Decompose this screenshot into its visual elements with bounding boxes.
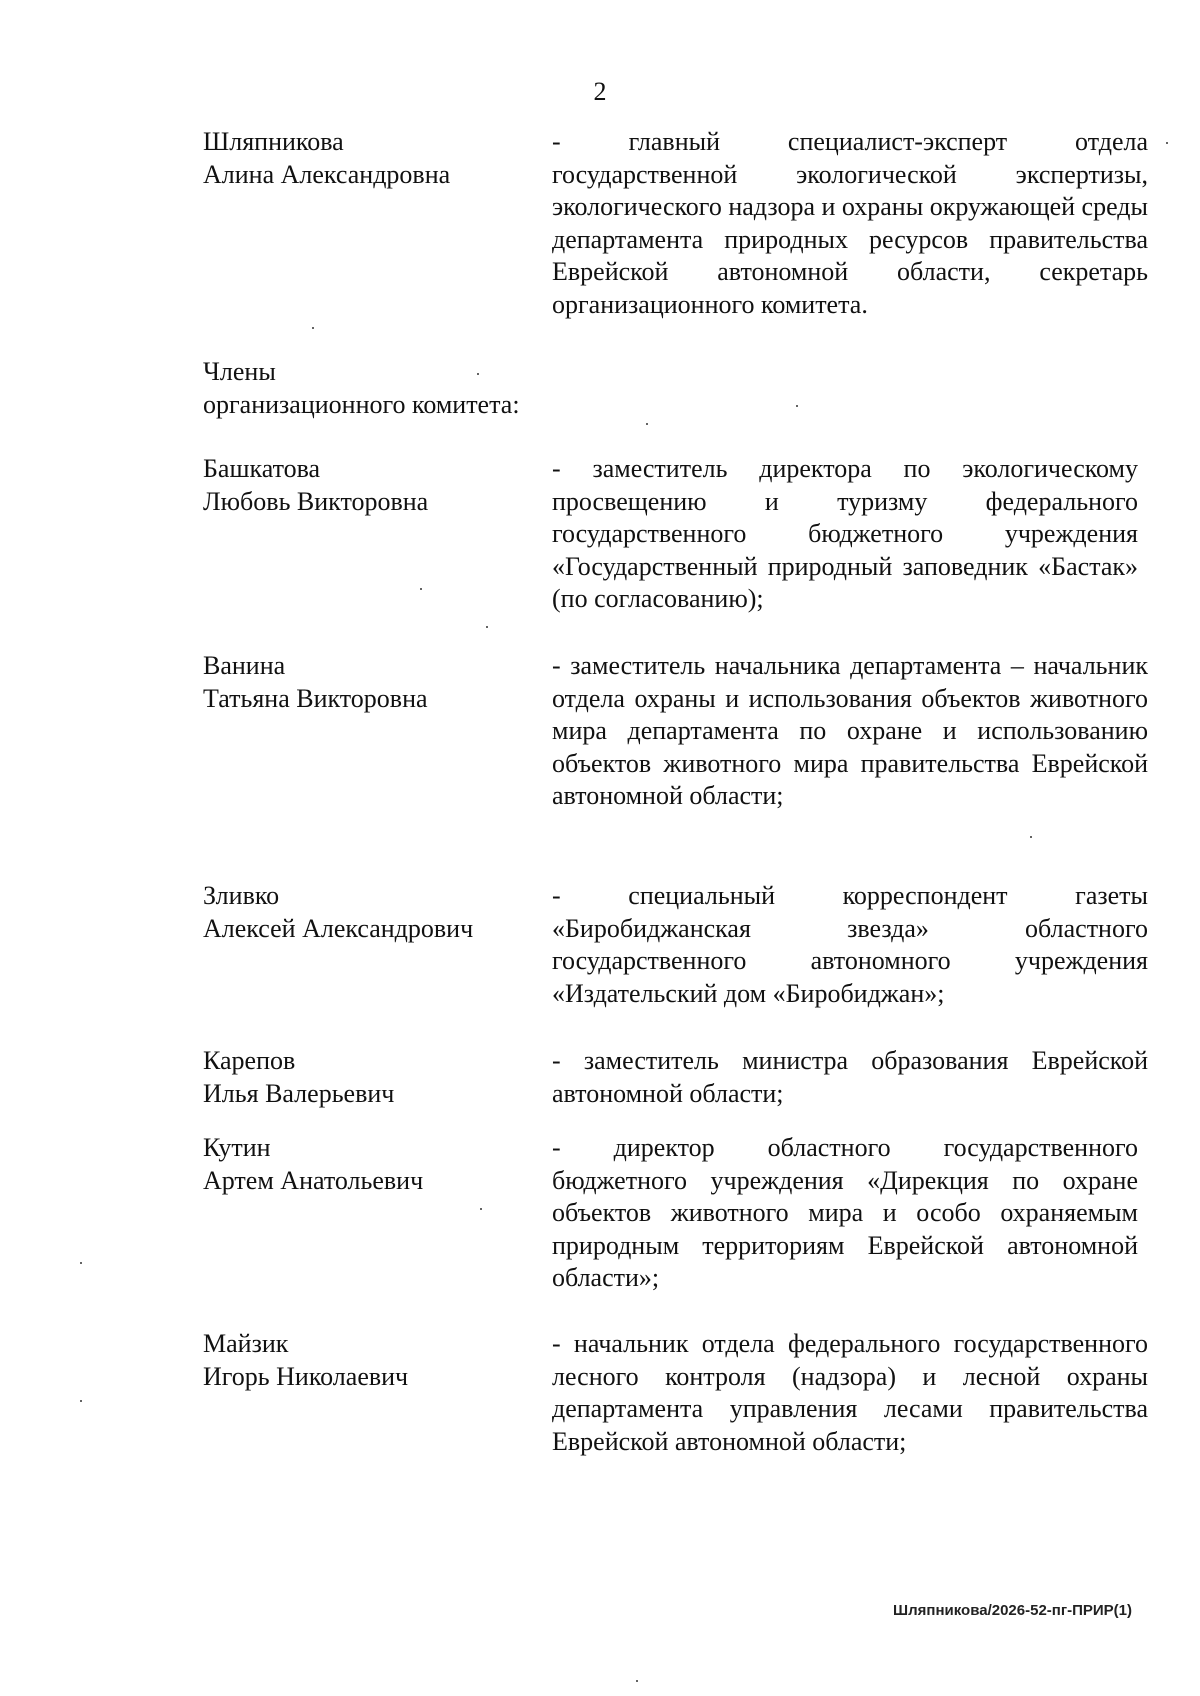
member-role: - специальный корреспондент газеты «Биробиджанская звезда» областного государственного автономного учреждения «Издательский дом «Биробиджан»;	[552, 881, 1148, 1008]
scan-speck	[486, 626, 488, 628]
scan-speck	[1030, 836, 1032, 838]
member-name	[203, 1132, 543, 1197]
scan-speck	[80, 1400, 82, 1402]
members-heading-line2: организационного комитета:	[203, 390, 520, 419]
member-name	[203, 453, 543, 518]
member-role: - заместитель директора по экологическому просвещению и туризму федерального государственного бюджетного учреждения «Государственный природный заповедник «Бастак» (по согласованию);	[552, 454, 1138, 613]
page-number: 2	[593, 77, 607, 106]
member-name	[203, 880, 543, 945]
scan-speck	[480, 1208, 482, 1210]
member-name	[203, 650, 543, 715]
member-role: - директор областного государственного бюджетного учреждения «Дирекция по охране объектов животного мира и особо охраняемым природным территориям Еврейской автономной области»;	[552, 1133, 1138, 1292]
member-name	[203, 1045, 543, 1110]
member-surname: Майзик	[203, 1329, 289, 1358]
document-code: Шляпникова/2026-52-пг-ПРИР(1)	[893, 1602, 1132, 1619]
scan-speck	[646, 423, 648, 425]
member-name	[203, 1328, 543, 1393]
scan-speck	[312, 327, 314, 329]
member-role: - начальник отдела федерального государственного лесного контроля (надзора) и лесной охраны департамента управления лесами правительства Еврейской автономной области;	[552, 1329, 1148, 1456]
member-surname: Ванина	[203, 651, 286, 680]
member-given-names: Татьяна Викторовна	[203, 683, 428, 713]
scan-speck	[477, 373, 479, 375]
scan-speck	[80, 1262, 82, 1264]
scan-speck	[420, 588, 422, 590]
member-given-names: Илья Валерьевич	[203, 1078, 395, 1108]
member-surname: Кутин	[203, 1133, 271, 1162]
scan-speck	[636, 1680, 638, 1682]
member-given-names: Алексей Александрович	[203, 913, 474, 943]
member-role: - заместитель министра образования Еврейской автономной области;	[552, 1046, 1148, 1108]
member-given-names: Любовь Викторовна	[203, 486, 429, 516]
member-given-names: Игорь Николаевич	[203, 1361, 409, 1391]
secretary-surname: Шляпникова	[203, 127, 344, 156]
secretary-role: - главный специалист-эксперт отдела государственной экологической экспертизы, экологического надзора и охраны окружающей среды департамента природных ресурсов правительства Еврейской автономной области, секретарь организационного комитета.	[552, 127, 1148, 319]
member-surname: Зливко	[203, 881, 280, 910]
scan-speck	[796, 405, 798, 407]
secretary-name	[203, 126, 543, 191]
member-role: - заместитель начальника департамента – начальник отдела охраны и использования объектов животного мира департамента по охране и использованию объектов животного мира правительства Еврейской автономной области;	[552, 651, 1148, 810]
secretary-given-names: Алина Александровна	[203, 159, 451, 189]
members-heading-line1: Члены	[203, 357, 276, 386]
member-surname: Башкатова	[203, 454, 321, 483]
member-given-names: Артем Анатольевич	[203, 1165, 424, 1195]
member-surname: Карепов	[203, 1046, 296, 1075]
members-heading	[203, 355, 520, 421]
scan-speck	[1166, 142, 1168, 144]
